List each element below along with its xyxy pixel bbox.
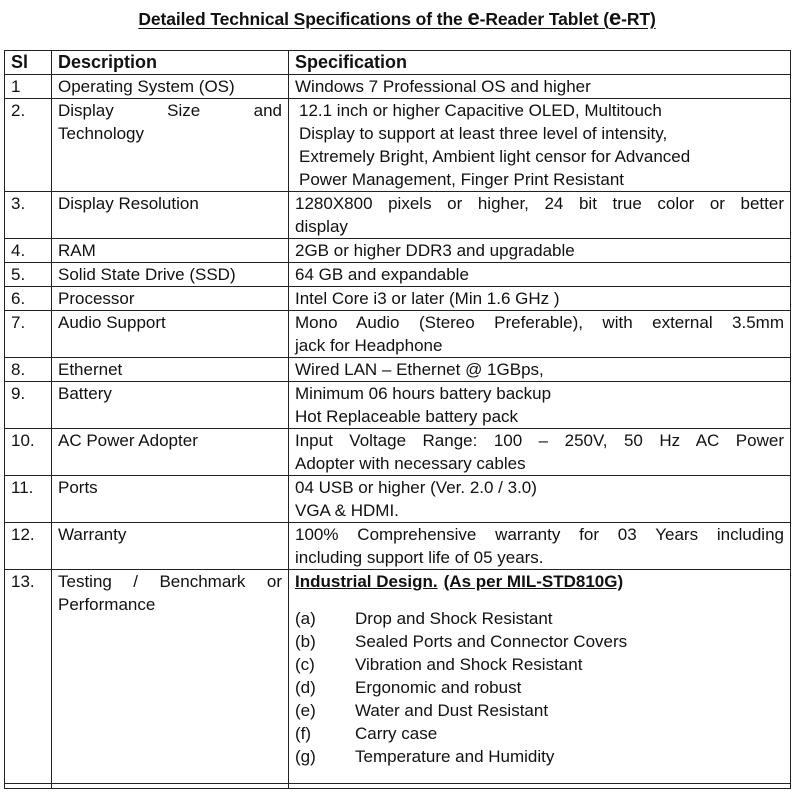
- table-row: [5, 570, 791, 784]
- specification-cell: [289, 570, 791, 784]
- header-specification: Specification: [289, 51, 791, 75]
- requirements-list: [295, 607, 784, 768]
- specification-cell: [289, 382, 791, 429]
- sl-cell: 11.: [5, 476, 52, 523]
- description-cell: Ethernet: [52, 358, 289, 382]
- table-row: [5, 263, 791, 287]
- list-item: [295, 676, 784, 699]
- table-row: [5, 287, 791, 311]
- spec-line: Hot Replaceable battery pack: [295, 407, 519, 426]
- spec-line: 12.1 inch or higher Capacitive OLED, Multitouch: [299, 101, 662, 120]
- description-word: Benchmark: [159, 572, 246, 591]
- description-cell: Processor: [52, 287, 289, 311]
- spec-line: 1280X800 pixels or higher, 24 bit true color or better: [295, 194, 784, 213]
- spec-line: 2GB or higher DDR3 and upgradable: [295, 241, 575, 260]
- spec-line: Input Voltage Range: 100 – 250V, 50 Hz AC Power: [295, 431, 784, 450]
- specification-cell: [289, 192, 791, 239]
- spec-line: Intel Core i3 or later (Min 1.6 GHz ): [295, 289, 560, 308]
- sl-cell: 8.: [5, 358, 52, 382]
- description-cell: Ports: [52, 476, 289, 523]
- spec-line: 100% Comprehensive warranty for 03 Years including: [295, 525, 784, 544]
- description-word: Size: [167, 101, 201, 120]
- description-cell: Audio Support: [52, 311, 289, 358]
- spec-line: Mono Audio (Stereo Preferable), with external 3.5mm: [295, 313, 784, 332]
- spec-line: VGA & HDMI.: [295, 501, 399, 520]
- spec-line: Display to support at least three level of intensity,: [299, 124, 668, 143]
- table-row: [5, 382, 791, 429]
- list-item: [295, 630, 784, 653]
- sl-cell: 12.: [5, 523, 52, 570]
- specification-cell: [289, 358, 791, 382]
- title-middle: -Reader Tablet (: [479, 9, 609, 29]
- description-word: Display: [58, 101, 114, 120]
- industrial-design-heading: [295, 570, 784, 593]
- specifications-table: [4, 50, 791, 789]
- table-row: [5, 239, 791, 263]
- list-item-text: Vibration and Shock Resistant: [355, 655, 583, 674]
- list-item: [295, 745, 784, 768]
- list-item-label: (f): [295, 724, 312, 743]
- table-row: [5, 192, 791, 239]
- list-item-text: Drop and Shock Resistant: [355, 609, 553, 628]
- sl-cell: 3.: [5, 192, 52, 239]
- description-cell: Warranty: [52, 523, 289, 570]
- description-word: Testing: [58, 572, 112, 591]
- description-word: or: [266, 572, 282, 591]
- specification-cell: [289, 239, 791, 263]
- spec-line: Extremely Bright, Ambient light censor for Advanced: [299, 147, 691, 166]
- list-item-text: Temperature and Humidity: [355, 747, 555, 766]
- list-item-label: (b): [295, 632, 316, 651]
- specification-cell: [289, 75, 791, 99]
- specification-cell: [289, 523, 791, 570]
- spec-line: Windows 7 Professional OS and higher: [295, 77, 591, 96]
- table-row: [5, 358, 791, 382]
- specification-cell: [289, 429, 791, 476]
- spec-line: Power Management, Finger Print Resistant: [299, 170, 625, 189]
- description-cell: Operating System (OS): [52, 75, 289, 99]
- description-cell: AC Power Adopter: [52, 429, 289, 476]
- header-sl: Sl: [5, 51, 52, 75]
- spec-line: including support life of 05 years.: [295, 548, 544, 567]
- description-cell: Solid State Drive (SSD): [52, 263, 289, 287]
- document-title: [0, 5, 794, 31]
- sl-cell: 2.: [5, 99, 52, 192]
- description-line: Technology: [58, 124, 145, 143]
- sl-cell: 5.: [5, 263, 52, 287]
- sl-cell: 4.: [5, 239, 52, 263]
- specification-cell: [289, 784, 791, 789]
- spec-line: Wired LAN – Ethernet @ 1GBps,: [295, 360, 544, 379]
- title-text: [138, 5, 656, 30]
- sl-cell: 6.: [5, 287, 52, 311]
- description-cell: Battery: [52, 382, 289, 429]
- title-e-letter: e: [467, 5, 480, 30]
- sl-cell: 13.: [5, 570, 52, 784]
- list-item-label: (d): [295, 678, 316, 697]
- spec-line: Minimum 06 hours battery backup: [295, 384, 552, 403]
- title-suffix: -RT): [621, 9, 656, 29]
- title-prefix: Detailed Technical Specifications of the: [138, 9, 468, 29]
- table-row: [5, 99, 791, 192]
- sl-cell: 9.: [5, 382, 52, 429]
- description-cell: [52, 570, 289, 784]
- specification-cell: [289, 476, 791, 523]
- spec-line: jack for Headphone: [295, 336, 443, 355]
- sl-cell: 7.: [5, 311, 52, 358]
- heading-part: Industrial Design.: [295, 572, 438, 591]
- table-header-row: [5, 51, 791, 75]
- spec-line: Adopter with necessary cables: [295, 454, 526, 473]
- sl-cell: [5, 784, 52, 789]
- sl-cell: 10.: [5, 429, 52, 476]
- specification-cell: [289, 263, 791, 287]
- title-e-letter: e: [608, 5, 622, 30]
- specification-cell: [289, 99, 791, 192]
- description-line: [58, 99, 282, 122]
- description-line: Performance: [58, 595, 156, 614]
- table-row: [5, 523, 791, 570]
- list-item-label: (c): [295, 655, 315, 674]
- list-item: [295, 722, 784, 745]
- spec-line: 64 GB and expandable: [295, 265, 469, 284]
- description-word: /: [133, 572, 139, 591]
- table-row-partial: [5, 784, 791, 789]
- list-item-text: Water and Dust Resistant: [355, 701, 549, 720]
- list-item: [295, 653, 784, 676]
- specification-cell: [289, 311, 791, 358]
- description-cell: Display Resolution: [52, 192, 289, 239]
- list-item-label: (a): [295, 609, 316, 628]
- list-item-text: Sealed Ports and Connector Covers: [355, 632, 628, 651]
- specification-cell: [289, 287, 791, 311]
- spec-line: display: [295, 217, 348, 236]
- table-row: [5, 429, 791, 476]
- table-row: [5, 311, 791, 358]
- list-item: [295, 699, 784, 722]
- list-item-label: (e): [295, 701, 316, 720]
- list-item-label: (g): [295, 747, 316, 766]
- description-cell: RAM: [52, 239, 289, 263]
- description-cell: [52, 99, 289, 192]
- list-item-text: Carry case: [355, 724, 438, 743]
- heading-part: (As per MIL-STD810G): [443, 572, 624, 591]
- list-item-text: Ergonomic and robust: [355, 678, 522, 697]
- table-row: [5, 476, 791, 523]
- header-description: Description: [52, 51, 289, 75]
- spec-line: 04 USB or higher (Ver. 2.0 / 3.0): [295, 478, 537, 497]
- sl-cell: 1: [5, 75, 52, 99]
- list-item: [295, 607, 784, 630]
- description-word: and: [253, 101, 282, 120]
- description-line: [58, 570, 282, 593]
- table-row: [5, 75, 791, 99]
- description-cell: [52, 784, 289, 789]
